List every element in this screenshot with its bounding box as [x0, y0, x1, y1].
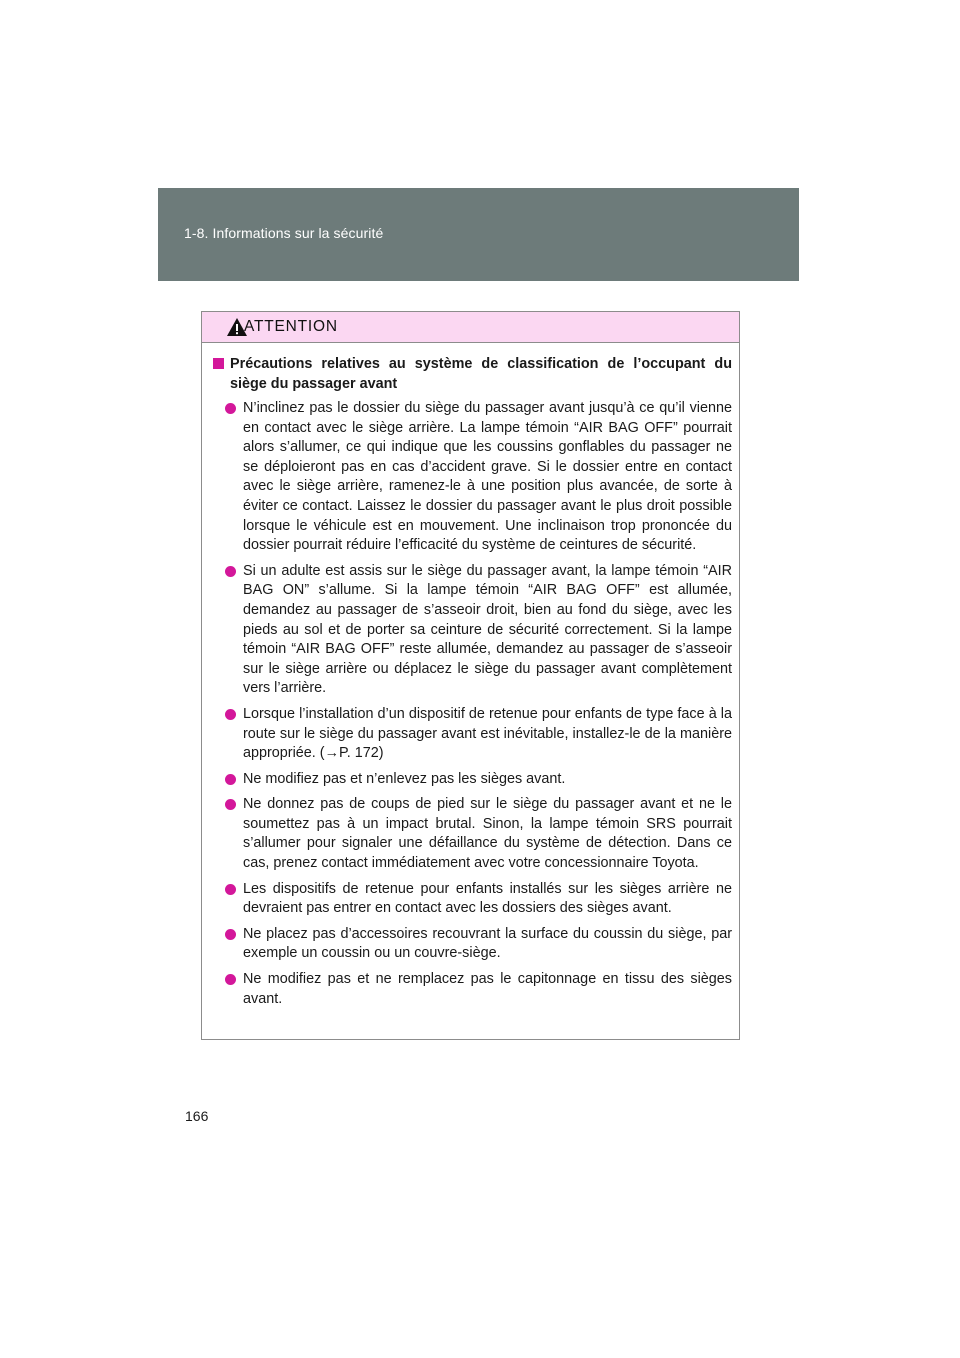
- warning-body: [202, 343, 739, 1009]
- bullet-item: [213, 880, 732, 919]
- warning-section-title: Précautions relatives au système de classification de l’occupant du siège du passager avant: [230, 356, 732, 392]
- bullet-text: Ne donnez pas de coups de pied sur le siège du passager avant et ne le soumettez pas à un impact brutal. Sinon, la lampe témoin SRS pourrait s’allumer pour signaler une défaillance du système de détection. Dans ce cas, prenez contact immédiatement avec votre concessionnaire Toyota.: [243, 796, 732, 872]
- bullet-text: Lorsque l’installation d’un dispositif de retenue pour enfants de type face à la route sur le siège du passager avant est inévitable, installez-le de la manière appropriée. (→P. 172): [243, 705, 732, 762]
- bullet-dot-icon: [225, 566, 236, 577]
- bullet-dot-icon: [225, 709, 236, 720]
- bullet-item: [213, 562, 732, 699]
- bullet-dot-icon: [225, 774, 236, 785]
- bullet-dot-icon: [225, 974, 236, 985]
- bullet-item: [213, 970, 732, 1009]
- bullet-text: Ne modifiez pas et ne remplacez pas le capitonnage en tissu des sièges avant.: [243, 971, 732, 1007]
- page-number: 166: [185, 1108, 209, 1124]
- bullet-item: [213, 795, 732, 873]
- section-header-band: [158, 188, 799, 281]
- bullet-item: [213, 399, 732, 556]
- bullet-dot-icon: [225, 799, 236, 810]
- bullet-text: Les dispositifs de retenue pour enfants installés sur les sièges arrière ne devraient pas entrer en contact avec les dossiers des sièges avant.: [243, 880, 732, 917]
- bullet-dot-icon: [225, 884, 236, 895]
- bullet-item: [213, 925, 732, 964]
- bullet-text: Ne modifiez pas et n’enlevez pas les sièges avant.: [243, 770, 566, 787]
- square-bullet-icon: [213, 358, 224, 369]
- bullet-dot-icon: [225, 403, 236, 414]
- warning-header: [202, 312, 739, 343]
- bullet-text: Ne placez pas d’accessoires recouvrant la surface du coussin du siège, par exemple un coussin ou un couvre-siège.: [243, 925, 732, 962]
- warning-label: ATTENTION: [244, 318, 338, 335]
- warning-box: [201, 311, 740, 1040]
- bullet-dot-icon: [225, 929, 236, 940]
- section-title: 1-8. Informations sur la sécurité: [184, 225, 384, 241]
- warning-section-heading: [213, 354, 732, 394]
- bullet-item: [213, 770, 732, 790]
- bullet-item: [213, 705, 732, 764]
- bullet-text: N’inclinez pas le dossier du siège du passager avant jusqu’à ce qu’il vienne en contact avec le siège arrière. La lampe témoin “AIR BAG OFF” pourrait alors s’allumer, ce qui indique que les coussins gonflables du passager ne se déploieront pas en cas d’accident grave. Si le dossier entre en contact avec le siège arrière, ramenez-le à une position plus avancée, de sorte à éviter ce contact. Laissez le dossier du passager avant le plus droit possible lorsque le véhicule est en mouvement. Une inclinaison trop prononcée du dossier pourrait réduire l’efficacité du système de ceintures de sécurité.: [243, 400, 732, 554]
- bullet-text: Si un adulte est assis sur le siège du passager avant, la lampe témoin “AIR BAG ON” s’allume. Si la lampe témoin “AIR BAG OFF” est allumée, demandez au passager de s’asseoir droit, bien au fond du siège, avec les pieds au sol et de porter sa ceinture de sécurité correctement. Si la lampe témoin “AIR BAG OFF” reste allumée, demandez au passager de s’asseoir sur le siège arrière ou déplacez le siège du passager avant complètement vers l’arrière.: [243, 562, 732, 697]
